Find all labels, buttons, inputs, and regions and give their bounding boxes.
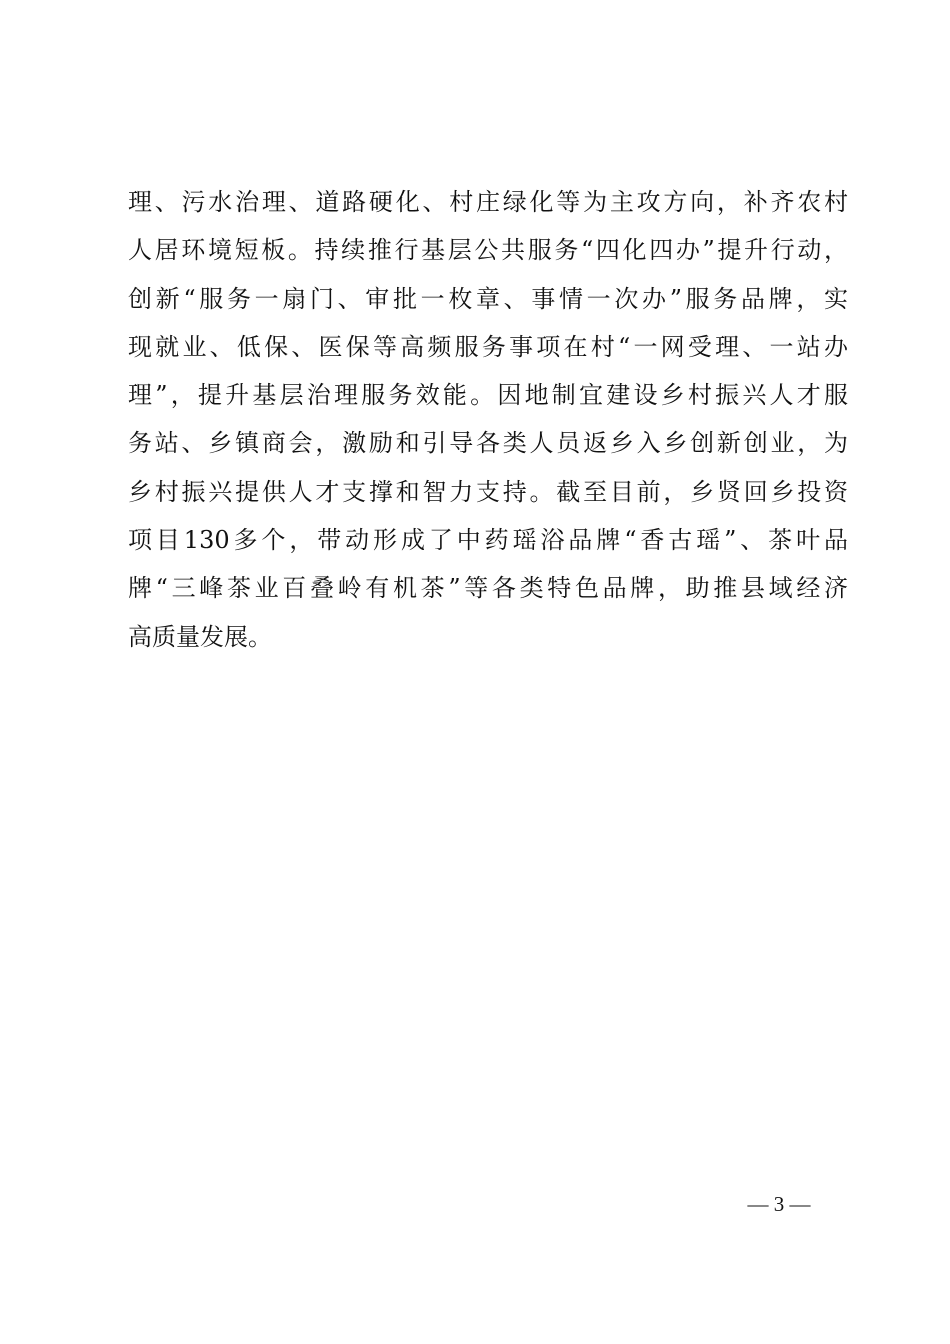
body-paragraph <box>128 178 848 661</box>
text-line-5: 理”，提升基层治理服务效能。因地制宜建设乡村振兴人才服 <box>128 381 848 410</box>
text-line-10: 高质量发展。 <box>128 622 272 651</box>
text-line-6: 务站、乡镇商会，激励和引导各类人员返乡入乡创新创业，为 <box>128 429 848 458</box>
text-line-7: 乡村振兴提供人才支撑和智力支持。截至目前，乡贤回乡投资 <box>128 477 848 506</box>
text-line-9: 牌“三峰茶业百叠岭有机茶”等各类特色品牌，助推县域经济 <box>128 574 848 603</box>
text-line-4: 现就业、低保、医保等高频服务事项在村“一网受理、一站办 <box>128 332 848 361</box>
text-line-1: 理、污水治理、道路硬化、村庄绿化等为主攻方向，补齐农村 <box>128 188 848 216</box>
page-number: — 3 — <box>747 1192 811 1216</box>
text-line-3: 创新“服务一扇门、审批一枚章、事情一次办”服务品牌，实 <box>128 284 848 313</box>
text-line-8: 项目130多个，带动形成了中药瑶浴品牌“香古瑶”、茶叶品 <box>128 526 848 555</box>
text-line-2: 人居环境短板。持续推行基层公共服务“四化四办”提升行动， <box>128 236 848 265</box>
